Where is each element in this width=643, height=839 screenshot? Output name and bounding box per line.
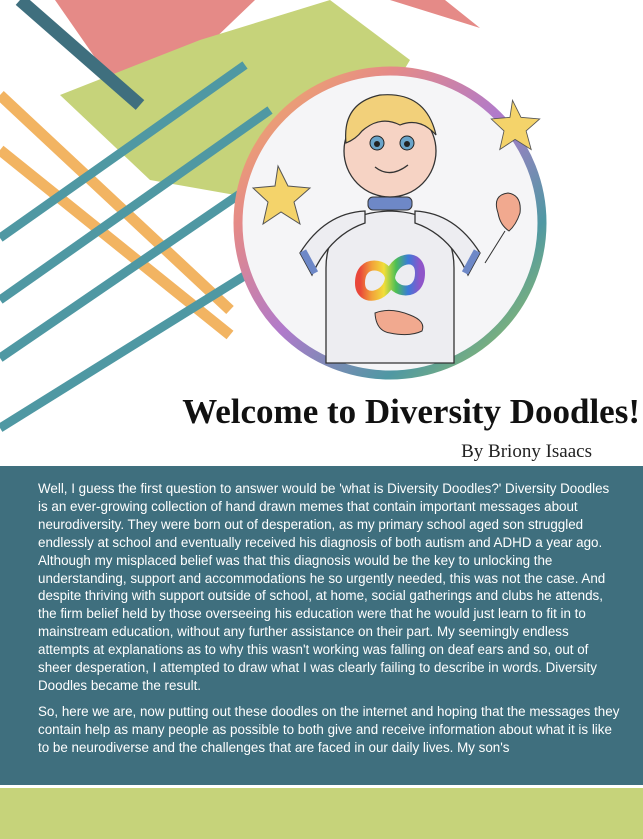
boy-with-infinity-symbol-doodle-icon — [230, 63, 550, 383]
footer-band — [0, 788, 643, 839]
body-paragraph: Well, I guess the first question to answer would be 'what is Diversity Doodles?' Diversity Doodles is an ever-growing collection of hand drawn memes that contain important messages about neurodiversity. They were born out of desperation, as my primary school aged son struggled endlessly at school and eventually received his diagnosis of both autism and ADHD a year ago. Although my misplaced belief was that this diagnosis would be the key to unlocking the understanding, support and accommodations he so urgently needed, this was not the case. And despite thriving with support outside of school, at home, social gatherings and clubs he attends, the firm belief held by those overseeing his education were that he would just learn to fit in to mainstream education, without any further assistance on their part. My seemingly endless attempts at explanations as to why this wasn't working was falling on deaf ears and so, out of sheer desperation, I attempted to draw what I was clearly failing to describe in words. Diversity Doodles became the result. — [38, 481, 610, 693]
author-byline: By Briony Isaacs — [461, 441, 592, 462]
body-paragraph: So, here we are, now putting out these doodles on the internet and hoping that the messages they contain help as many people as possible to both give and receive information about what it is like to be neurodiverse and the challenges that are faced in our daily lives. My son's — [38, 703, 620, 755]
page-title: Welcome to Diversity Doodles! — [182, 392, 640, 431]
article-body — [0, 466, 643, 785]
